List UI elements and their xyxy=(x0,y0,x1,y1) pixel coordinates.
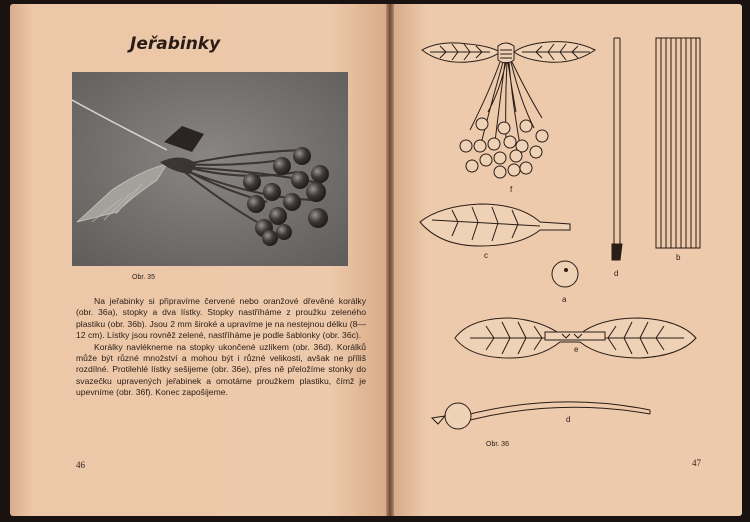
label-c: c xyxy=(484,251,488,260)
label-b: b xyxy=(676,253,681,262)
rowan-berries-photo xyxy=(72,72,348,266)
label-f: f xyxy=(510,185,513,194)
body-text xyxy=(76,296,366,399)
label-a: a xyxy=(562,295,567,304)
figure-b-strips xyxy=(656,38,700,248)
figure-36 xyxy=(392,4,742,516)
paragraph-1: Na jeřabinky si připravíme červené nebo oranžové dřevěné korálky (obr. 36a), stopky a dva lístky. Stopky nastříháme z proužku zeleného plastiku (obr. 36b). Jsou 2 mm široké a upravíme je na nestejnou délku (8—12 cm). Lístky jsou rovněž zelené, nastříháme je podle šablonky (obr. 36c). xyxy=(76,296,366,341)
right-page-number: 47 xyxy=(692,458,701,468)
figure-a-bead xyxy=(552,261,578,287)
left-page-number: 46 xyxy=(76,460,85,470)
label-d-bottom: d xyxy=(566,415,571,424)
figure-d-bead-on-stem xyxy=(432,402,650,429)
paragraph-2: Korálky navlékneme na stopky ukončené uzlíkem (obr. 36d). Korálků může být různé množství a mohou být i různé velikosti, avšak ne příliš rozdílné. Protilehlé lístky sešijeme (obr. 36e), přes ně přeložíme stonky do svazečku upravených jeřabinek a omotáme proužkem plastiku, čímž je upevníme (obr. 36f). Konec zapošijeme. xyxy=(76,341,366,398)
label-d-top: d xyxy=(614,269,619,278)
figure-caption: Obr. 36 xyxy=(486,441,509,448)
label-e: e xyxy=(574,345,579,354)
page-title: Jeřabinky xyxy=(130,34,221,54)
photo-illustration xyxy=(72,72,348,266)
photo-caption: Obr. 35 xyxy=(132,274,155,281)
figure-c-leaf xyxy=(420,204,570,246)
figure-d-stem xyxy=(612,38,622,260)
figure-f-bunch xyxy=(422,42,595,178)
